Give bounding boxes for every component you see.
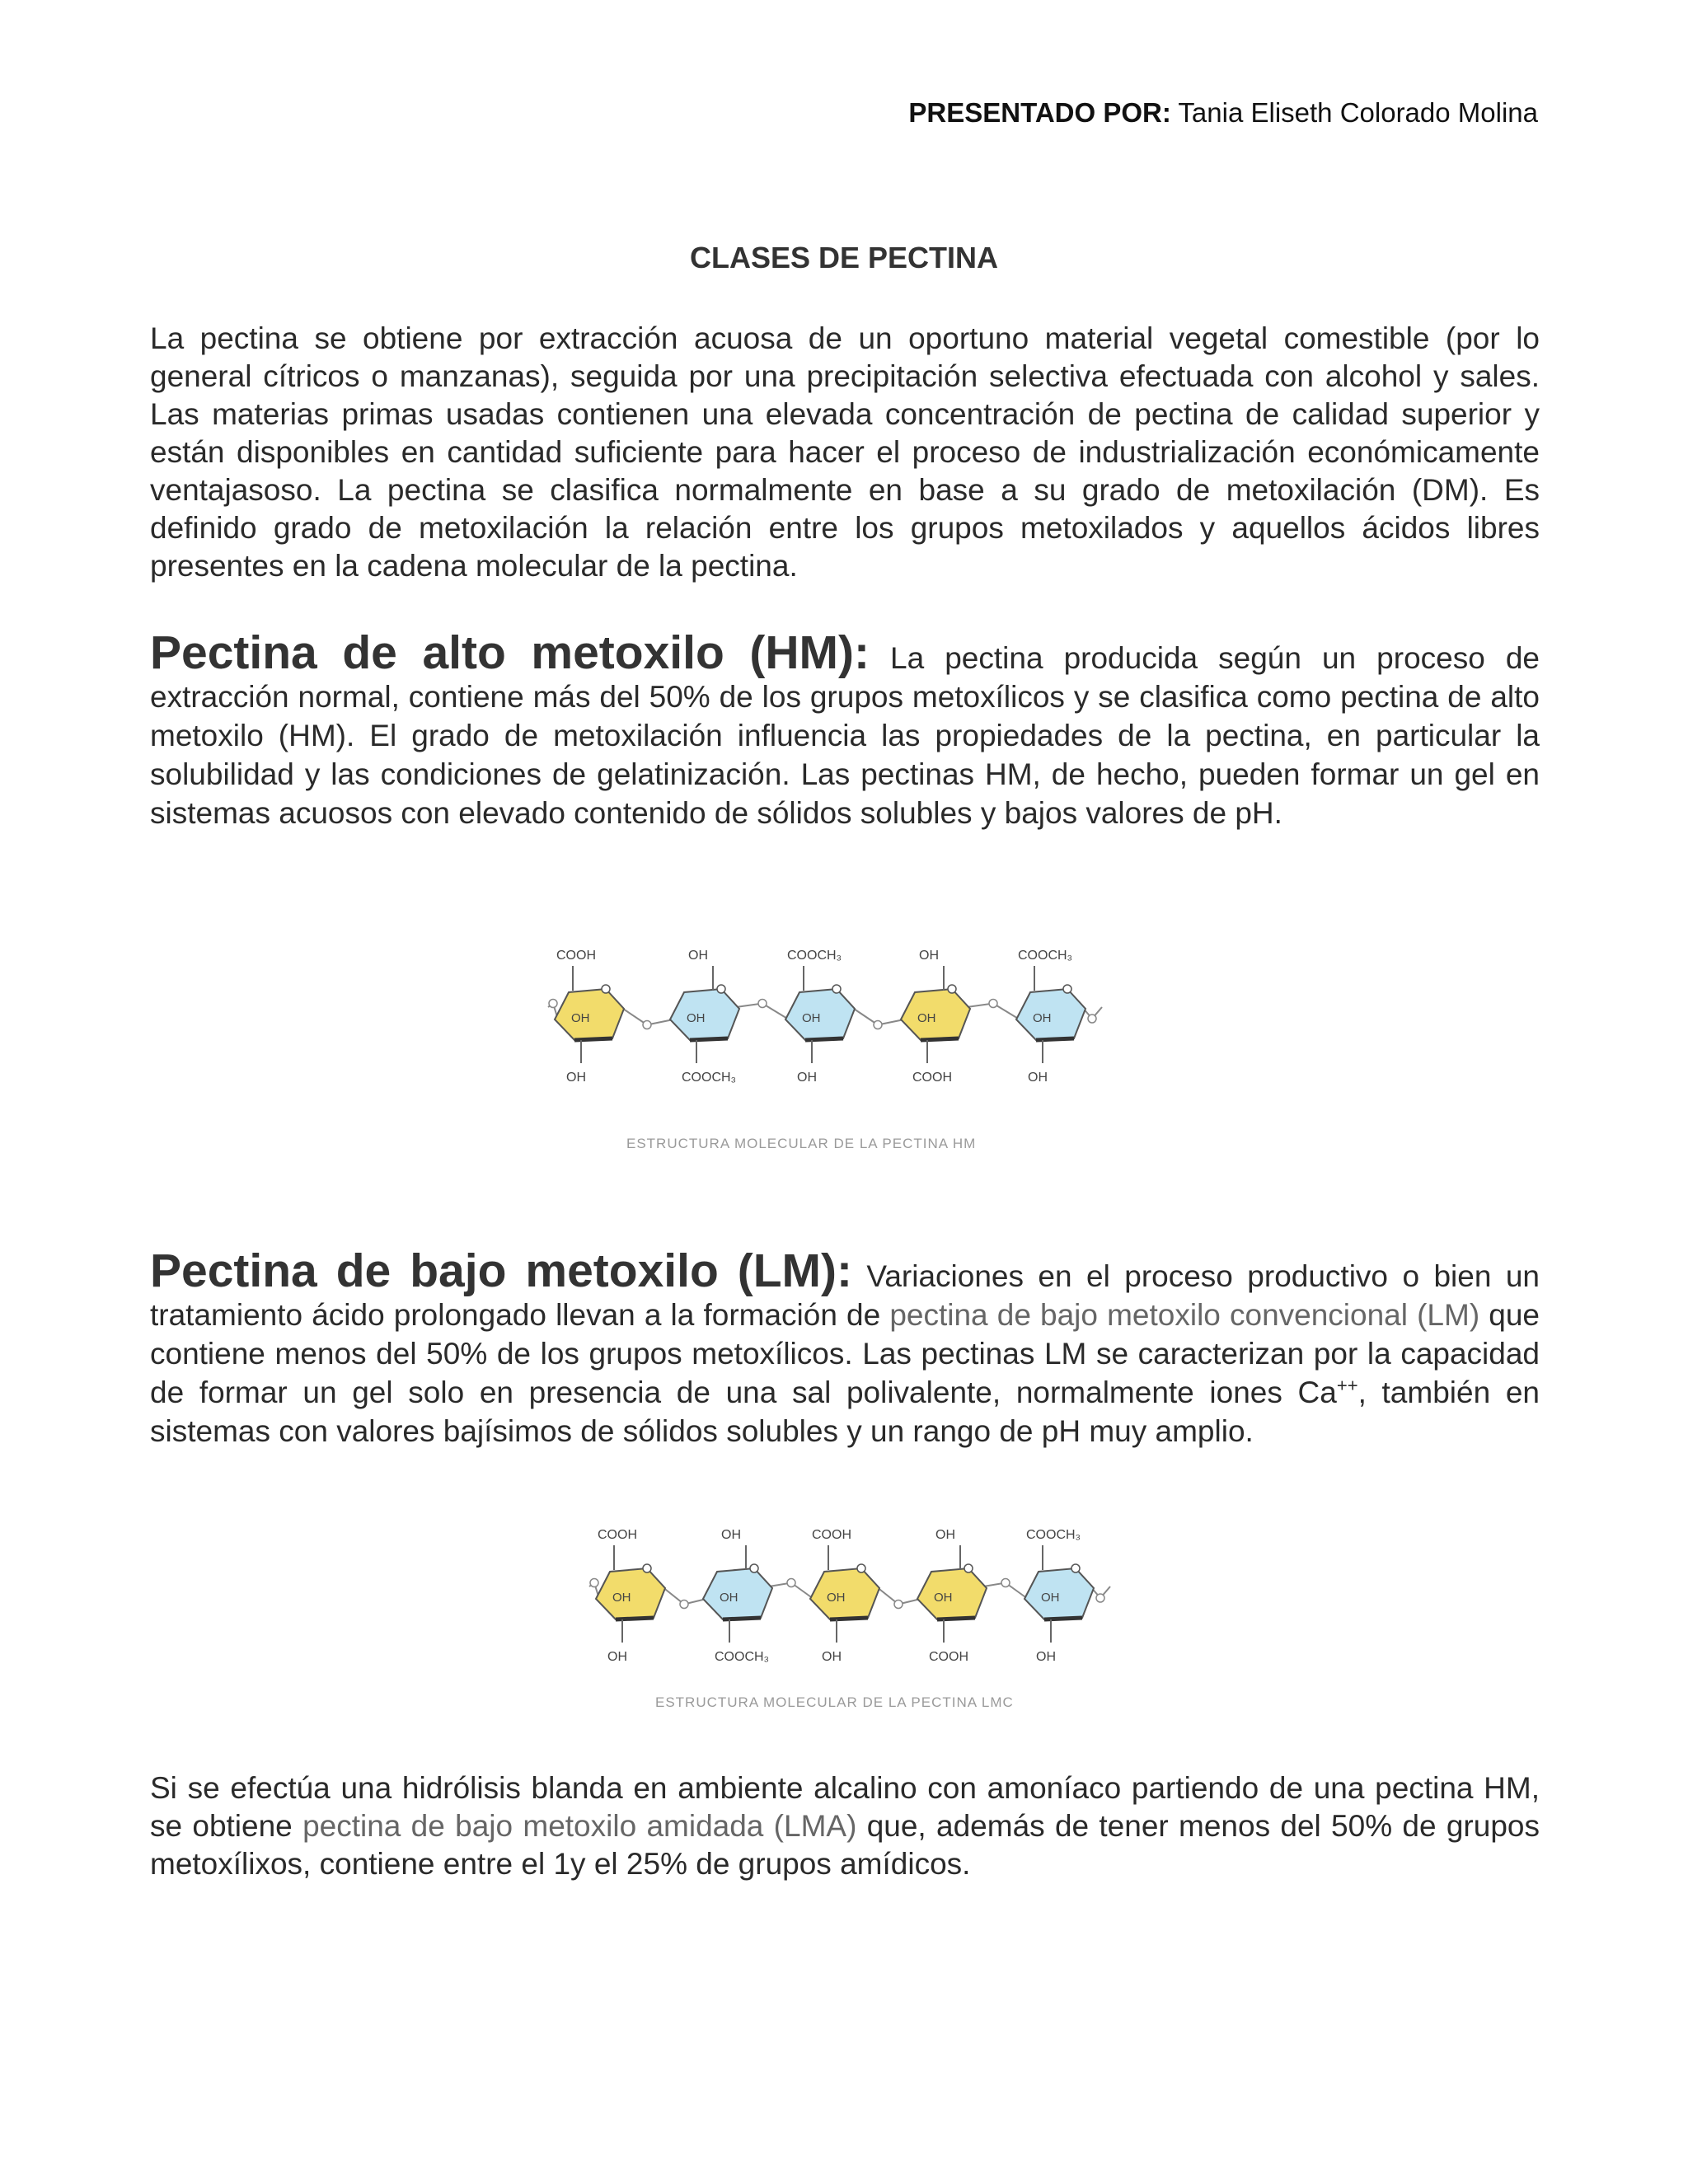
ring-bold-edge	[830, 1618, 868, 1619]
lm-text-b: que contiene menos del 50% de los grupos metoxílicos. Las pectinas LM se caracterizan por la capacidad de formar un gel solo en presencia de una sal polivalente, normalmente iones Ca	[150, 1298, 1540, 1409]
lma-paragraph	[150, 1769, 1540, 1883]
oxygen-atom	[874, 1021, 882, 1029]
oxygen-atom	[1088, 1015, 1096, 1023]
lm-section	[150, 1246, 1540, 1451]
lm-heading: Pectina de bajo metoxilo (LM):	[150, 1244, 852, 1297]
ring-bold-edge	[937, 1618, 975, 1619]
hm-section	[150, 628, 1540, 832]
top-substituent-label: COOH	[556, 949, 596, 963]
oxygen-atom	[590, 1579, 598, 1587]
oxygen-atom	[1096, 1594, 1104, 1602]
bottom-substituent-label: OH	[1028, 1071, 1048, 1085]
oxygen-atom	[549, 1000, 557, 1008]
bottom-substituent-label: OH	[797, 1071, 817, 1085]
ring-bold-edge	[616, 1618, 654, 1619]
lma-text-b: que, además de tener menos del 50% de grupos metoxílixos, contiene entre el 1y el 25% de grupos amídicos.	[150, 1809, 1540, 1881]
ring-oxygen	[964, 1564, 973, 1572]
oxygen-atom	[1001, 1579, 1010, 1587]
ring-hydroxyl-label: OH	[571, 1011, 590, 1025]
ring-bold-edge	[690, 1038, 728, 1040]
ring-oxygen	[857, 1564, 865, 1572]
lma-link-text: pectina de bajo metoxilo amidada (LMA)	[302, 1809, 857, 1843]
hm-heading: Pectina de alto metoxilo (HM):	[150, 626, 870, 679]
oxygen-atom	[989, 1000, 997, 1008]
ring-hydroxyl-label: OH	[802, 1011, 821, 1025]
ring-oxygen	[832, 985, 841, 993]
ring-hydroxyl-label: OH	[720, 1591, 738, 1605]
ring-oxygen	[643, 1564, 651, 1572]
hm-text: La pectina producida según un proceso de extracción normal, contiene más del 50% de los grupos metoxílicos y se clasifica como pectina de alto metoxilo (HM). El grado de metoxilación influencia las propiedades de la pectina, en particular la solubilidad y las condiciones de gelatinización. Las pectinas HM, de hecho, pueden formar un gel en sistemas acuosos con elevado contenido de sólidos solubles y bajos valores de pH.	[150, 641, 1540, 830]
ring-hydroxyl-label: OH	[612, 1591, 631, 1605]
presenter-name: Tania Eliseth Colorado Molina	[1178, 97, 1538, 128]
bottom-substituent-label: COOH	[929, 1650, 968, 1664]
lm-text-a: Variaciones en el proceso productivo o bien un tratamiento ácido prolongado llevan a la formación de	[150, 1259, 1540, 1332]
ring-oxygen	[1063, 985, 1071, 993]
top-substituent-label: COOH	[598, 1528, 637, 1542]
top-substituent-label: COOCH₃	[787, 949, 842, 963]
top-substituent-label: OH	[919, 949, 939, 963]
oxygen-atom	[894, 1601, 903, 1609]
hm-figure-caption: ESTRUCTURA MOLECULAR DE LA PECTINA HM	[626, 1136, 977, 1151]
bottom-substituent-label: OH	[1036, 1650, 1056, 1664]
hm-molecular-structure-figure	[519, 940, 1129, 1162]
presenter-label: PRESENTADO POR:	[908, 97, 1171, 128]
intro-paragraph: La pectina se obtiene por extracción acuosa de un oportuno material vegetal comestible (por lo general cítricos o manzanas), seguida por una precipitación selectiva efectuada con alcohol y sales. Las materias primas usadas contienen una elevada concentración de pectina de calidad superior y están disponibles en cantidad suficiente para hacer el proceso de industrialización económicamente ventajasoso. La pectina se clasifica normalmente en base a su grado de metoxilación (DM). Es definido grado de metoxilación la relación entre los grupos metoxilados y aquellos ácidos libres presentes en la cadena molecular de la pectina.	[150, 321, 1540, 583]
ring-oxygen	[750, 1564, 758, 1572]
lm-superscript: ++	[1336, 1375, 1358, 1396]
ring-hydroxyl-label: OH	[827, 1591, 846, 1605]
ring-hydroxyl-label: OH	[687, 1011, 706, 1025]
top-substituent-label: OH	[721, 1528, 741, 1542]
lm-text-c: , también en sistemas con valores bajísimos de sólidos solubles y un rango de pH muy amplio.	[150, 1376, 1540, 1448]
lmc-figure-caption: ESTRUCTURA MOLECULAR DE LA PECTINA LMC	[655, 1694, 1014, 1710]
ring-oxygen	[717, 985, 725, 993]
ring-oxygen	[602, 985, 610, 993]
ring-oxygen	[948, 985, 956, 993]
ring-hydroxyl-label: OH	[934, 1591, 953, 1605]
ring-hydroxyl-label: OH	[917, 1011, 936, 1025]
presenter-line	[908, 97, 1538, 129]
lma-text-a: Si se efectúa una hidrólisis blanda en ambiente alcalino con amoníaco partiendo de una pectina HM, se obtiene	[150, 1771, 1540, 1843]
top-substituent-label: COOH	[812, 1528, 851, 1542]
oxygen-atom	[643, 1021, 651, 1029]
ring-bold-edge	[723, 1618, 761, 1619]
oxygen-atom	[680, 1601, 688, 1609]
top-substituent-label: OH	[935, 1528, 955, 1542]
ring-hydroxyl-label: OH	[1041, 1591, 1060, 1605]
top-substituent-label: COOCH₃	[1018, 949, 1073, 963]
bottom-substituent-label: COOCH₃	[682, 1071, 737, 1085]
top-substituent-label: COOCH₃	[1026, 1528, 1081, 1542]
bottom-substituent-label: OH	[822, 1650, 842, 1664]
oxygen-atom	[787, 1579, 795, 1587]
ring-hydroxyl-label: OH	[1033, 1011, 1052, 1025]
ring-bold-edge	[574, 1038, 612, 1040]
bottom-substituent-label: COOCH₃	[715, 1650, 770, 1664]
bottom-substituent-label: OH	[607, 1650, 627, 1664]
ring-bold-edge	[921, 1038, 959, 1040]
ring-oxygen	[1071, 1564, 1080, 1572]
ring-bold-edge	[805, 1038, 843, 1040]
ring-bold-edge	[1044, 1618, 1082, 1619]
document-title: CLASES DE PECTINA	[689, 241, 999, 274]
bottom-substituent-label: COOH	[912, 1071, 952, 1085]
oxygen-atom	[758, 1000, 767, 1008]
lm-link-text: pectina de bajo metoxilo convencional (LM)	[889, 1298, 1480, 1332]
top-substituent-label: OH	[688, 949, 708, 963]
ring-bold-edge	[1036, 1038, 1074, 1040]
bottom-substituent-label: OH	[566, 1071, 586, 1085]
